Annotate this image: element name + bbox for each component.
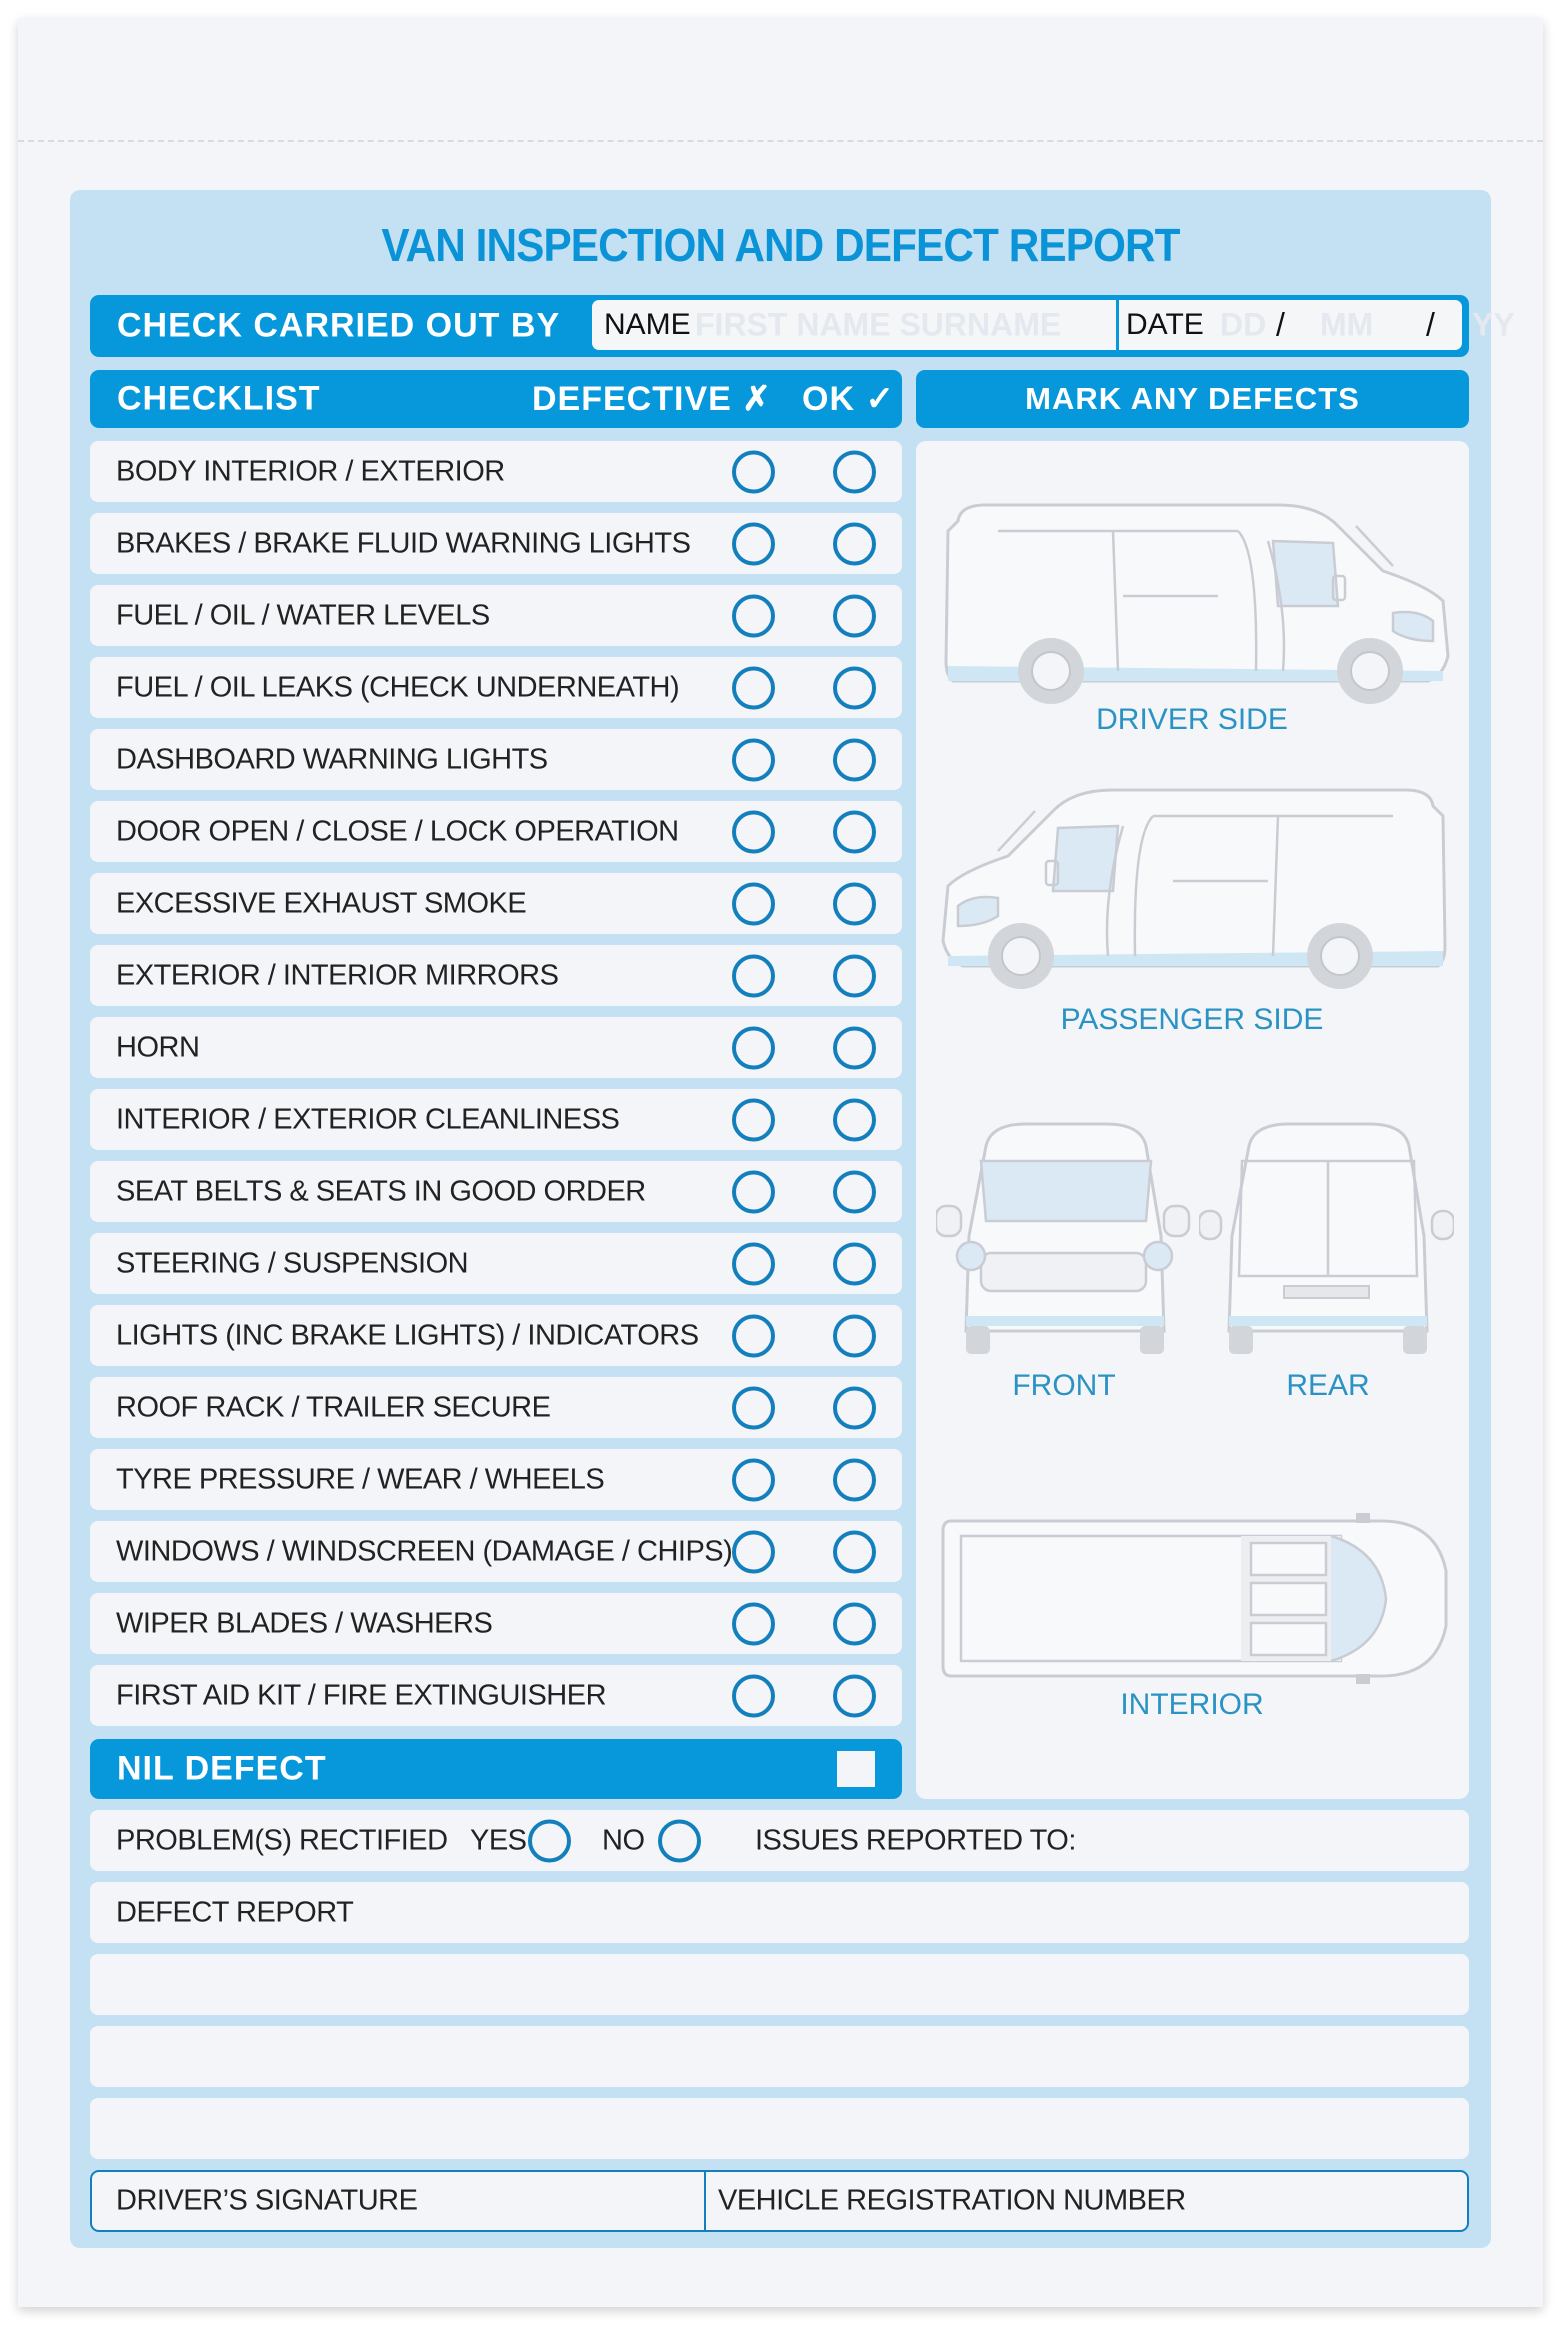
date-year-field[interactable]: YY	[1472, 306, 1515, 343]
checklist-row	[90, 1233, 902, 1294]
defective-column-header: DEFECTIVE ✗	[532, 380, 772, 418]
name-date-box	[592, 300, 1515, 350]
defective-radio[interactable]	[732, 1602, 775, 1645]
nil-defect-bar	[90, 1739, 902, 1799]
ok-radio[interactable]	[833, 594, 876, 637]
date-label: DATE	[1126, 308, 1204, 341]
checklist-row	[90, 1161, 902, 1222]
defective-radio[interactable]	[732, 594, 775, 637]
checklist-item-label: DASHBOARD WARNING LIGHTS	[116, 743, 548, 775]
ok-radio[interactable]	[833, 738, 876, 781]
checklist-row	[90, 1593, 902, 1654]
checklist-row	[90, 729, 902, 790]
ok-radio[interactable]	[833, 1170, 876, 1213]
date-day-field[interactable]: DD	[1220, 306, 1267, 343]
checklist-item-label: FIRST AID KIT / FIRE EXTINGUISHER	[116, 1679, 607, 1711]
ok-radio[interactable]	[833, 1026, 876, 1069]
checklist-item-label: WIPER BLADES / WASHERS	[116, 1607, 493, 1639]
nil-defect-label: NIL DEFECT	[117, 1749, 327, 1788]
checklist-row	[90, 945, 902, 1006]
ok-radio[interactable]	[833, 882, 876, 925]
checklist-item-label: BODY INTERIOR / EXTERIOR	[116, 455, 505, 487]
ok-radio[interactable]	[833, 1458, 876, 1501]
checklist-item-label: ROOF RACK / TRAILER SECURE	[116, 1391, 551, 1423]
defective-radio[interactable]	[732, 1098, 775, 1141]
check-carried-out-bar	[90, 295, 1515, 357]
defective-radio[interactable]	[732, 738, 775, 781]
date-separator: /	[1426, 306, 1435, 343]
ok-radio[interactable]	[833, 666, 876, 709]
defective-radio[interactable]	[732, 1242, 775, 1285]
ok-column-header: OK ✓	[802, 380, 895, 418]
defective-radio[interactable]	[732, 1170, 775, 1213]
name-label: NAME	[604, 308, 691, 341]
ok-radio[interactable]	[833, 522, 876, 565]
checklist-item-label: TYRE PRESSURE / WEAR / WHEELS	[116, 1463, 605, 1495]
checklist-item-label: BRAKES / BRAKE FLUID WARNING LIGHTS	[116, 527, 691, 559]
name-field[interactable]: FIRST NAME SURNAME	[695, 306, 1062, 343]
defect-report-label: DEFECT REPORT	[116, 1896, 354, 1928]
no-label: NO	[602, 1824, 645, 1856]
mark-defects-title: MARK ANY DEFECTS	[1025, 381, 1360, 416]
checklist-title: CHECKLIST	[117, 379, 321, 418]
issues-reported-to-label: ISSUES REPORTED TO:	[755, 1824, 1076, 1856]
date-month-field[interactable]: MM	[1320, 306, 1374, 343]
interior-label: INTERIOR	[1120, 1688, 1264, 1721]
checklist-row	[90, 585, 902, 646]
form-title: VAN INSPECTION AND DEFECT REPORT	[381, 219, 1180, 271]
front-label: FRONT	[1012, 1369, 1116, 1402]
vehicle-registration-field[interactable]: VEHICLE REGISTRATION NUMBER	[718, 2184, 1186, 2217]
defect-report-line[interactable]	[90, 2026, 1469, 2087]
ok-radio[interactable]	[833, 1530, 876, 1573]
problems-rectified-label: PROBLEM(S) RECTIFIED	[116, 1824, 448, 1856]
checklist-item-label: FUEL / OIL LEAKS (CHECK UNDERNEATH)	[116, 671, 680, 703]
ok-radio[interactable]	[833, 450, 876, 493]
check-carried-out-label: CHECK CARRIED OUT BY	[117, 306, 561, 345]
ok-radio[interactable]	[833, 954, 876, 997]
van-passenger-side-diagram[interactable]	[938, 776, 1453, 991]
checklist-row	[90, 441, 902, 502]
checklist-row	[90, 513, 902, 574]
defective-radio[interactable]	[732, 954, 775, 997]
defective-radio[interactable]	[732, 1314, 775, 1357]
no-radio[interactable]	[658, 1819, 701, 1862]
defective-radio[interactable]	[732, 1458, 775, 1501]
checklist-row	[90, 1449, 902, 1510]
checklist-item-label: INTERIOR / EXTERIOR CLEANLINESS	[116, 1103, 620, 1135]
defective-radio[interactable]	[732, 666, 775, 709]
defective-radio[interactable]	[732, 450, 775, 493]
defective-radio[interactable]	[732, 882, 775, 925]
checklist-row	[90, 1017, 902, 1078]
drivers-signature-field[interactable]: DRIVER’S SIGNATURE	[116, 2184, 418, 2217]
ok-radio[interactable]	[833, 1098, 876, 1141]
checklist-item-label: EXCESSIVE EXHAUST SMOKE	[116, 887, 527, 919]
van-front-diagram[interactable]	[936, 1116, 1191, 1356]
yes-label: YES	[470, 1824, 527, 1856]
defective-radio[interactable]	[732, 810, 775, 853]
checklist-item-label: SEAT BELTS & SEATS IN GOOD ORDER	[116, 1175, 646, 1207]
checklist-row	[90, 801, 902, 862]
rear-label: REAR	[1286, 1369, 1370, 1402]
ok-radio[interactable]	[833, 1602, 876, 1645]
passenger-side-label: PASSENGER SIDE	[1060, 1003, 1324, 1036]
mark-defects-header	[916, 370, 1469, 428]
checklist-row	[90, 1521, 902, 1582]
checklist-item-label: WINDOWS / WINDSCREEN (DAMAGE / CHIPS)	[116, 1535, 733, 1567]
ok-radio[interactable]	[833, 810, 876, 853]
defect-report-line[interactable]	[90, 1954, 1469, 2015]
defect-report-line[interactable]	[90, 2098, 1469, 2159]
defective-radio[interactable]	[732, 1674, 775, 1717]
defect-report-row[interactable]	[90, 1882, 1469, 1943]
defective-radio[interactable]	[732, 1530, 775, 1573]
ok-radio[interactable]	[833, 1674, 876, 1717]
defective-radio[interactable]	[732, 1386, 775, 1429]
tear-off-line	[18, 140, 1543, 142]
checklist-item-label: LIGHTS (INC BRAKE LIGHTS) / INDICATORS	[116, 1319, 699, 1351]
driver-side-label: DRIVER SIDE	[1096, 703, 1288, 736]
van-rear-diagram[interactable]	[1199, 1116, 1454, 1356]
checklist-row	[90, 657, 902, 718]
defective-radio[interactable]	[732, 1026, 775, 1069]
mark-defects-panel	[916, 441, 1469, 1799]
checklist-item-label: DOOR OPEN / CLOSE / LOCK OPERATION	[116, 815, 679, 847]
yes-radio[interactable]	[528, 1819, 571, 1862]
ok-radio[interactable]	[833, 1314, 876, 1357]
checklist-item-label: HORN	[116, 1031, 200, 1063]
van-interior-diagram[interactable]	[941, 1511, 1451, 1686]
checklist-row	[90, 1089, 902, 1150]
checklist-item-label: STEERING / SUSPENSION	[116, 1247, 469, 1279]
checklist-header	[90, 370, 902, 428]
ok-radio[interactable]	[833, 1242, 876, 1285]
nil-defect-checkbox[interactable]	[837, 1751, 875, 1787]
ok-radio[interactable]	[833, 1386, 876, 1429]
defective-radio[interactable]	[732, 522, 775, 565]
checklist-item-label: EXTERIOR / INTERIOR MIRRORS	[116, 959, 559, 991]
signature-divider	[704, 2172, 706, 2230]
checklist-item-label: FUEL / OIL / WATER LEVELS	[116, 599, 490, 631]
checklist-row	[90, 1305, 902, 1366]
van-driver-side-diagram[interactable]	[938, 491, 1453, 706]
signature-row	[90, 2170, 1469, 2232]
date-separator: /	[1276, 306, 1285, 343]
name-date-divider	[1116, 300, 1119, 350]
problems-rectified-row	[90, 1810, 1469, 1871]
checklist-row	[90, 1665, 902, 1726]
checklist-row	[90, 873, 902, 934]
checklist-row	[90, 1377, 902, 1438]
